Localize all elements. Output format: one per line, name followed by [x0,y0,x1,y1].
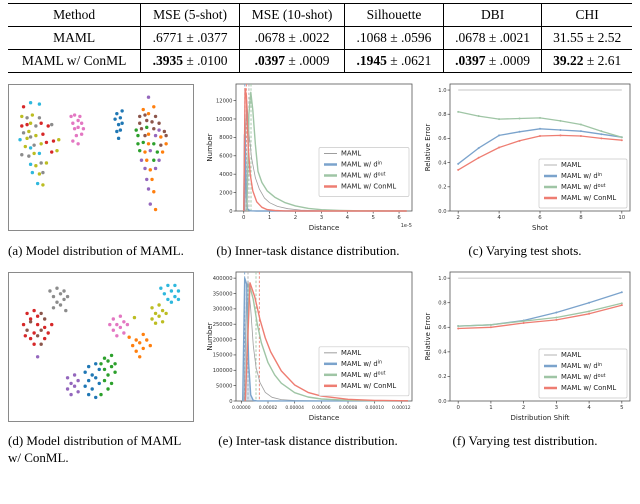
y-tick-label: 250000 [212,322,233,329]
results-header-row [8,4,632,27]
y-tick-label: 0.6 [438,325,447,332]
x-tick-label: 1 [489,405,493,412]
legend-label: MAML [341,349,362,358]
caption-d: (d) Model distribution of MAML w/ ConML. [8,433,181,465]
y-tick-label: 1.0 [438,87,447,94]
y-tick-label: 0.2 [438,184,447,191]
axis-scale-note: 1e-5 [400,223,412,229]
x-tick-label: 4 [345,215,350,221]
x-tick-label: 0.00006 [312,406,331,412]
column-header: DBI [443,4,542,27]
y-tick-label: 0.4 [438,160,447,167]
scatter-plot-maml [8,84,194,231]
x-tick-label: 3 [319,215,324,221]
y-axis-label: Relative Error [424,123,432,172]
y-tick-label: 0.8 [438,112,447,119]
column-header: CHI [542,4,632,27]
y-tick-label: 100000 [212,368,233,375]
x-tick-label: 0 [456,405,460,412]
value-cell: .1068 ± .0596 [345,27,444,50]
caption-a: (a) Model distribution of MAML. [8,243,184,258]
plot-frame [9,273,194,422]
caption-b: (b) Inner-task distance distribution. [216,243,400,258]
plot-frame [9,85,194,231]
value-cell: .3935 ± .0100 [141,50,240,73]
legend-label: MAML [561,161,582,169]
y-tick-label: 0.8 [438,300,447,307]
x-axis-label: Distance [308,224,340,232]
y-tick-label: 200000 [212,337,233,344]
results-table-body [8,27,632,73]
inter-task-distance-plot [204,267,416,427]
y-tick-label: 0.6 [438,136,447,143]
x-tick-label: 0 [242,215,246,221]
y-tick-label: 0.0 [438,208,447,215]
value-cell: .1945 ± .0621 [345,50,444,73]
x-tick-label: 6 [397,215,401,221]
value-cell: .6771 ± .0377 [141,27,240,50]
y-tick-label: 150000 [212,352,233,359]
column-header: Method [8,4,141,27]
figure-panel-e [204,267,422,427]
legend [539,349,627,398]
varying-shots-plot [422,79,637,237]
x-tick-label: 0.00004 [285,406,304,412]
x-axis-label: Distribution Shift [510,414,570,423]
x-tick-label: 0.00008 [338,406,358,412]
x-tick-label: 1 [267,215,272,221]
legend [539,159,627,208]
x-tick-label: 5 [371,215,375,221]
legend-label: MAML w/ $d^{in}$ [561,172,603,180]
value-cell: 39.22 ± 2.61 [542,50,632,73]
varying-distribution-plot [422,267,637,427]
method-cell: MAML [53,30,96,45]
x-tick-label: 2 [521,405,526,412]
y-tick-label: 350000 [212,291,233,298]
y-tick-label: 10000 [215,116,233,123]
y-tick-label: 0.4 [438,349,447,356]
table-row [8,27,632,50]
y-tick-label: 8000 [219,135,233,142]
legend [319,148,409,197]
x-tick-label: 0.00012 [392,406,411,412]
x-tick-label: 2 [293,215,298,221]
x-tick-label: 5 [620,405,624,412]
paper-figure-page [0,3,640,474]
figure-panel-f [422,267,638,427]
legend-label: MAML w/ ConML [561,384,617,393]
x-tick-label: 4 [497,215,501,221]
column-header: MSE (5-shot) [141,4,240,27]
x-tick-label: 8 [579,215,583,221]
figure-panel-a [8,79,204,237]
caption-f: (f) Varying test distribution. [452,433,598,449]
x-tick-label: 0.00010 [365,406,384,412]
y-tick-label: 0.0 [438,399,447,406]
figure-grid [0,79,640,474]
x-tick-label: 6 [538,215,542,221]
value-cell: .0678 ± .0022 [239,27,344,50]
inner-task-distance-plot [204,79,416,237]
caption-c: (c) Varying test shots. [468,243,582,258]
y-tick-label: 50000 [215,383,233,390]
legend-label: MAML w/ $d^{out}$ [341,371,386,380]
legend-label: MAML w/ $d^{out}$ [561,183,606,191]
x-tick-label: 2 [456,215,460,221]
value-cell: .0678 ± .0021 [443,27,542,50]
y-tick-label: 0 [229,208,233,215]
x-tick-label: 3 [554,405,559,412]
legend-label: MAML w/ $d^{in}$ [341,160,383,169]
figure-panel-c [422,79,638,237]
x-tick-label: 10 [618,215,626,221]
figure-panel-b [204,79,422,237]
y-axis-label: Number [206,133,214,162]
table-row [8,50,632,73]
method-cell: MAML w/ ConML [8,50,141,73]
legend [319,347,409,396]
legend-label: MAML [561,351,582,360]
y-tick-label: 300000 [212,306,233,313]
y-tick-label: 0.2 [438,374,447,381]
y-tick-label: 1.0 [438,276,447,283]
column-header: Silhouette [345,4,444,27]
caption-e: (e) Inter-task distance distribution. [218,433,398,449]
value-cell: .0397 ± .0009 [443,50,542,73]
legend-label: MAML [341,149,362,158]
y-tick-label: 0 [229,399,233,406]
y-axis-label: Number [206,322,214,351]
legend-label: MAML w/ ConML [341,382,397,391]
scatter-plot-conml [8,272,194,422]
legend-label: MAML w/ $d^{out}$ [561,373,606,382]
y-tick-label: 4000 [219,171,233,178]
results-table [8,3,632,73]
legend-label: MAML w/ $d^{out}$ [341,171,386,180]
y-tick-label: 400000 [212,276,233,283]
x-tick-label: 0.00002 [258,406,278,412]
y-axis-label: Relative Error [424,312,432,361]
x-axis-label: Distance [308,414,340,423]
value-cell: .0397 ± .0009 [239,50,344,73]
figure-panel-d [8,267,204,427]
legend-label: MAML w/ $d^{in}$ [341,360,383,369]
x-tick-label: 0.00000 [232,406,251,412]
x-axis-label: Shot [532,224,548,232]
y-tick-label: 12000 [215,98,233,105]
x-tick-label: 4 [587,405,591,412]
legend-label: MAML w/ $d^{in}$ [561,362,603,371]
y-tick-label: 6000 [219,153,233,160]
column-header: MSE (10-shot) [239,4,344,27]
legend-label: MAML w/ ConML [561,194,617,202]
value-cell: 31.55 ± 2.52 [542,27,632,50]
results-table-head [8,4,632,27]
legend-label: MAML w/ ConML [341,182,397,191]
y-tick-label: 2000 [219,190,233,197]
